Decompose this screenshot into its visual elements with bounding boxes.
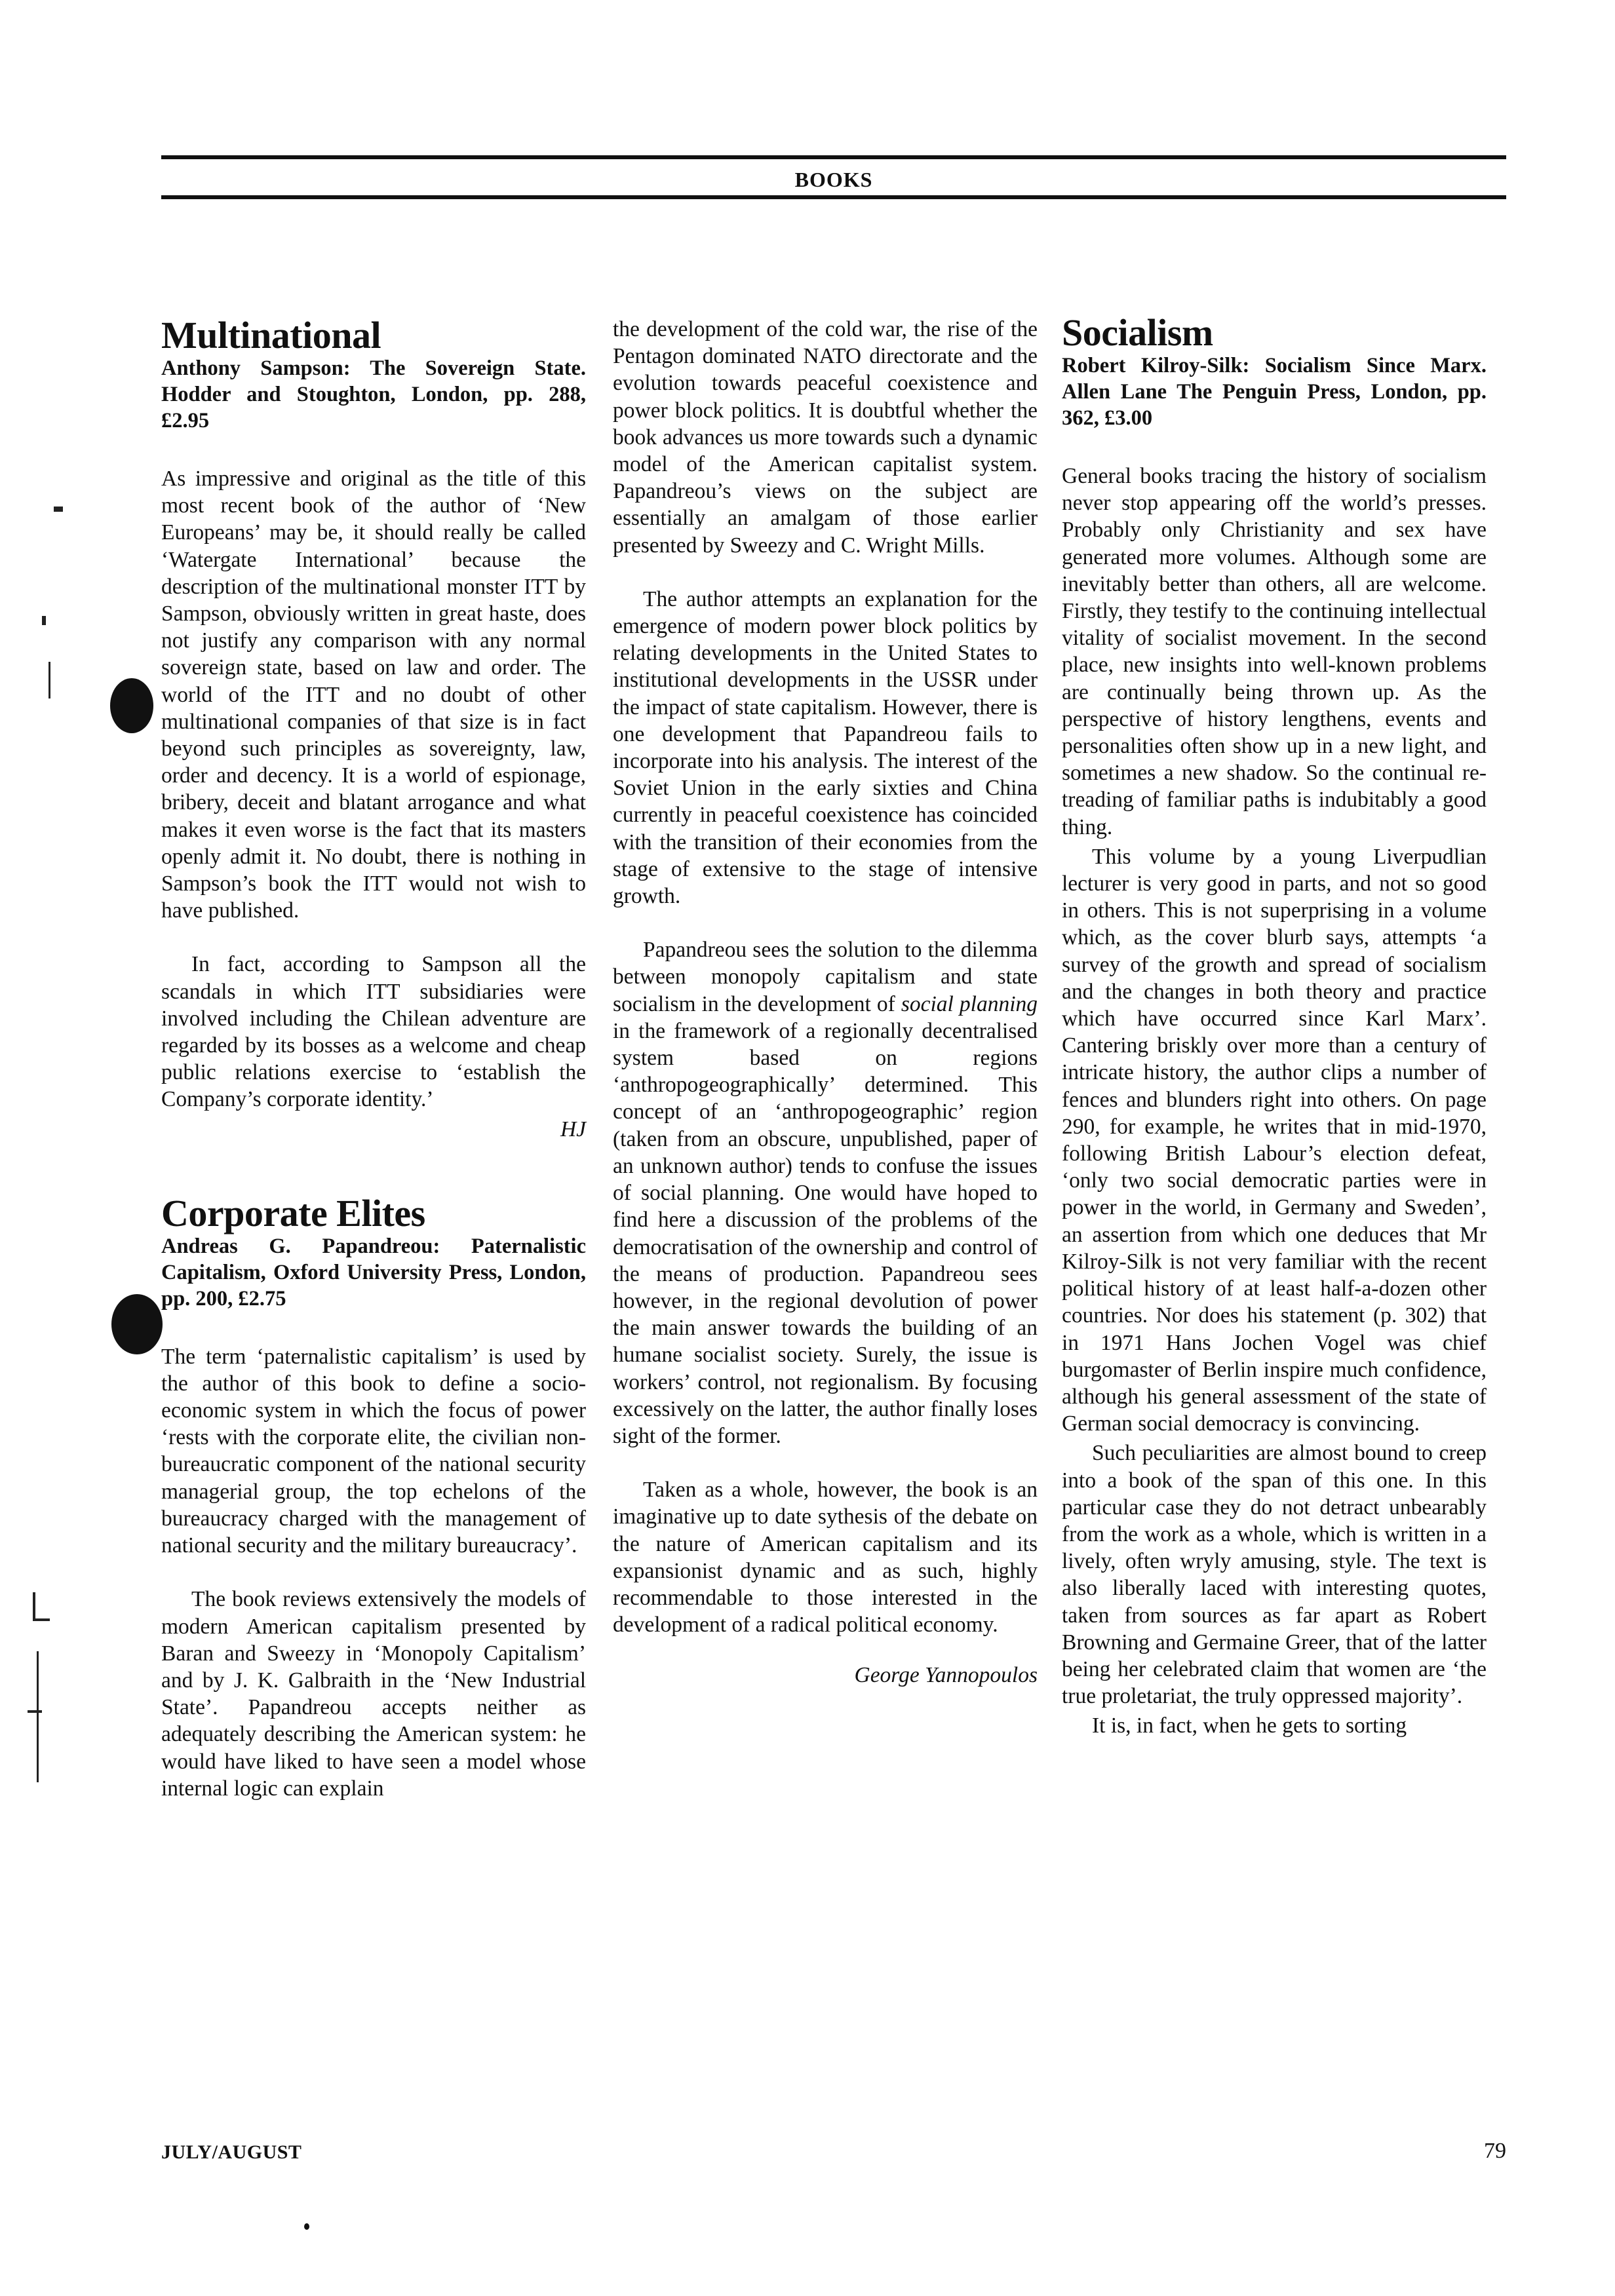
emphasis-social-planning: social planning xyxy=(901,991,1038,1016)
review-paragraph: In fact, according to Sampson all the scandals in which ITT subsidiaries were involved including the Chilean adventure are regarded by its bosses as a welcome and cheap public relations exercise to ‘establish the Company’s corporate identity.’ xyxy=(161,952,586,1112)
text-run: Papandreou sees the solution to the dilemma between monopoly capitalism and state socialism in the development of xyxy=(613,938,1038,1016)
review-paragraph: This volume by a young Liverpudlian lecturer is very good in parts, and not so good in others. This is not superprising in a volume which, as the cover blurb says, attempts ‘a survey of the growth and spread of socialism and the changes in both theory and practice which have occurred since Karl Marx’. Cantering briskly over more than a century of intricate history, the author clips a number of fences and blunders right into others. On page 290, for example, he writes that in mid-1970, following British Labour’s election defeat, ‘only two social democratic parties were in power in the world, in Germany and Sweden’, an assertion from which one deduces that Mr Kilroy-Silk is not very familiar with the recent political history of at least half-a-dozen other countries. Nor does his statement (p. 302) that in 1971 Hans Jochen Vogel was chief burgomaster of Berlin inspire much confidence, although his general assessment of the state of German social democracy is convincing. xyxy=(1062,844,1487,1436)
margin-mark xyxy=(49,662,50,698)
review-paragraph: It is, in fact, when he gets to sorting xyxy=(1092,1713,1407,1738)
review-title-corporate-elites: Corporate Elites xyxy=(161,1191,425,1234)
review-signoff-corporate-elites: George Yannopoulos xyxy=(854,1663,1038,1688)
review-signoff-multinational: HJ xyxy=(560,1117,586,1141)
margin-mark xyxy=(33,1618,50,1621)
review-paragraph: Taken as a whole, however, the book is an imaginative up to date sythesis of the debate on the nature of American capitalism and its expansionist dynamic and as such, highly recommendable to those interested in the development of a radical political economy. xyxy=(613,1478,1038,1637)
column-1 xyxy=(161,316,586,1802)
margin-blot xyxy=(111,1294,163,1354)
margin-blot xyxy=(110,678,153,733)
section-label: BOOKS xyxy=(794,168,873,191)
column-3 xyxy=(1062,313,1487,1740)
review-paragraph: The author attempts an explanation for the emergence of modern power block politics by relating developments in the United States to institutional developments in the USSR under the impact of state capitalism. However, there is one development that Papandreou fails to incorporate into his analysis. The interest of the Soviet Union in the early sixties and China currently in peaceful coexistence has coincided with the transition of their economies from the stage of extensive to the stage of intensive growth. xyxy=(613,586,1038,909)
review-byline-multinational: Anthony Sampson: The Sovereign State. Hodder and Stoughton, London, pp. 288, £2.95 xyxy=(161,356,586,432)
margin-mark xyxy=(54,507,63,512)
footer-page-number: 79 xyxy=(1484,2139,1506,2163)
review-paragraph: the development of the cold war, the rise of the Pentagon dominated NATO directorate and the evolution towards peaceful coexistence and power block politics. It is doubtful whether the book advances us more towards such a dynamic model of the American capitalist system. Papandreou’s views on the subject are essentially an amalgam of those earlier presented by Sweezy and C. Wright Mills. xyxy=(613,317,1038,558)
review-paragraph xyxy=(613,936,1038,1449)
review-paragraph: The book reviews extensively the models of modern American capitalism presented by Baran and Sweezy in ‘Monopoly Capitalism’ and by J. K. Galbraith in the ‘New Industrial State’. Papandreou accepts neither as adequately describing the American system: he would have liked to have seen a model whose internal logic can explain xyxy=(161,1587,586,1801)
review-title-multinational: Multinational xyxy=(161,314,381,356)
header-rule-bottom xyxy=(161,195,1506,199)
review-paragraph: General books tracing the history of socialism never stop appearing off the world’s presses. Probably only Christianity and sex have generated more volumes. Although some are inevitably better than others, all are welcome. Firstly, they testify to the continuing intellectual vitality of socialist movement. In the second place, new insights into well-known problems are continually being thrown up. As the perspective of history lengthens, events and personalities often show up in a new light, and sometimes a new shadow. So the continual re-treading of familiar paths is indubitably a good thing. xyxy=(1062,464,1487,839)
review-paragraph: Such peculiarities are almost bound to creep into a book of the span of this one. In this particular case they do not detract unbearably from the work as a whole, which is written in a lively, often wryly amusing, style. The text is also liberally laced with interesting quotes, taken from sources as far apart as Robert Browning and Germaine Greer, that of the latter being her celebrated claim that women are ‘the true proletariat, the truly oppressed majority’. xyxy=(1062,1441,1487,1709)
column-2 xyxy=(613,316,1038,1689)
header-rule-top xyxy=(161,155,1506,159)
margin-mark xyxy=(33,1592,35,1618)
footer-issue: JULY/AUGUST xyxy=(161,2141,302,2163)
review-byline-socialism: Robert Kilroy-Silk: Socialism Since Marx. Allen Lane The Penguin Press, London, pp. 362, £3.00 xyxy=(1062,354,1487,430)
margin-blot xyxy=(304,2223,309,2230)
review-paragraph: As impressive and original as the title of this most recent book of the author of ‘New Europeans’ may be, it should really be called ‘Watergate International’ because the description of the multinational monster ITT by Sampson, obviously written in great haste, does not justify any comparison with any normal sovereign state, based on law and order. The world of the ITT and no doubt of other multinational companies of that size is in fact beyond such principles as sovereignty, law, order and decency. It is a world of espionage, bribery, deceit and blatant arrogance and what makes it even worse is the fact that its masters openly admit it. No doubt, there is nothing in Sampson’s book the ITT would not wish to have published. xyxy=(161,467,586,923)
text-run: in the framework of a regionally decentralised system based on regions ‘anthropogeographically’ determined. This concept of an ‘anthropogeographic’ region (taken from an obscure, unpublished, paper of an unknown author) tends to confuse the issues of social planning. One would have hoped to find here a discussion of the problems of the democratisation of the ownership and control of the means of production. Papandreou sees however, in the regional devolution of power the main answer towards the building of an humane socialist society. Surely, the issue is workers’ control, not regionalism. By focusing excessively on the latter, the author finally loses sight of the former. xyxy=(613,1018,1038,1448)
review-title-socialism: Socialism xyxy=(1062,311,1213,354)
margin-mark xyxy=(42,616,46,625)
review-byline-corporate-elites: Andreas G. Papandreou: Paternalistic Capitalism, Oxford University Press, London, pp. 200, £2.75 xyxy=(161,1234,586,1311)
margin-mark xyxy=(28,1710,42,1713)
margin-mark xyxy=(37,1651,39,1782)
review-paragraph: The term ‘paternalistic capitalism’ is used by the author of this book to define a socio-economic system in which the focus of power ‘rests with the corporate elite, the civilian non-bureaucratic component of the national security managerial group, the top echelons of the bureaucracy charged with the management of national security and the military bureaucracy’. xyxy=(161,1344,586,1558)
